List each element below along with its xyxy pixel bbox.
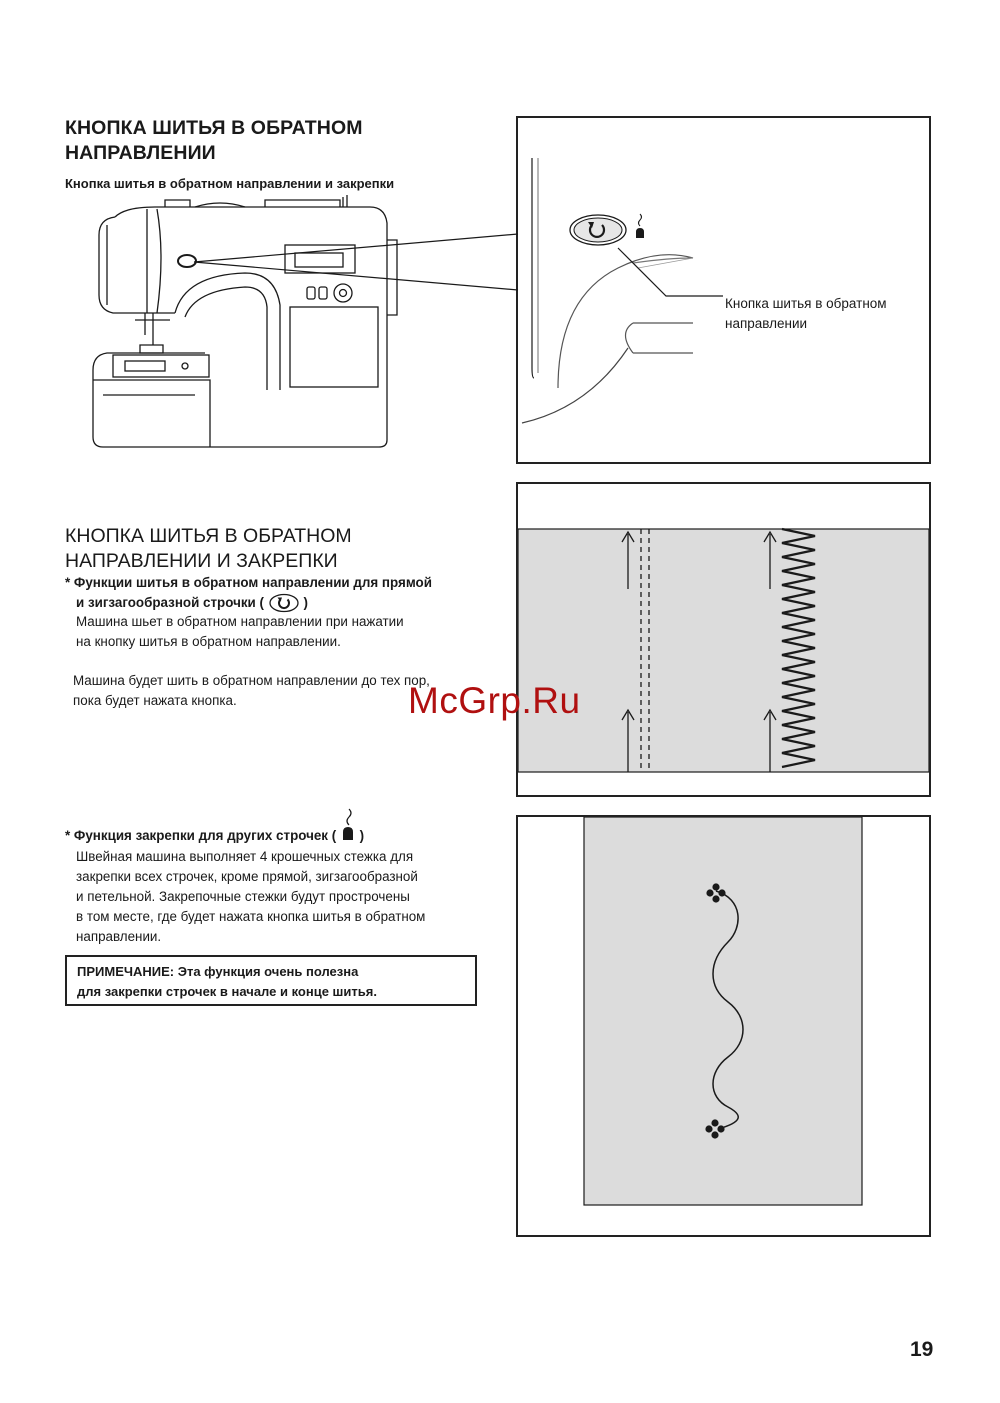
item2-body-line: в том месте, где будет нажата кнопка шитья в обратном — [76, 909, 426, 924]
section2-title-line1: КНОПКА ШИТЬЯ В ОБРАТНОМ — [65, 525, 352, 547]
section-title-reverse-and-lock — [65, 524, 485, 574]
item2-body-line: направлении. — [76, 929, 162, 944]
stitch-diagram — [518, 484, 929, 795]
item2-body-line: закрепки всех строчек, кроме прямой, зигзагообразной — [76, 869, 418, 884]
lock-stitch-icon — [636, 214, 644, 238]
section-subtitle: Кнопка шитья в обратном направлении и закрепки — [65, 176, 395, 191]
item2-body — [76, 847, 425, 947]
fabric-area — [584, 817, 862, 1205]
page-number: 19 — [910, 1338, 934, 1361]
note-line1: ПРИМЕЧАНИЕ: Эта функция очень полезна — [77, 964, 359, 979]
callout-label-line2: направлении — [725, 316, 808, 331]
item2-heading — [65, 826, 364, 846]
item2-body-line: Швейная машина выполняет 4 крошечных стежка для — [76, 849, 414, 864]
item1-body-line1: Машина шьет в обратном направлении при нажатии — [76, 614, 404, 629]
lock-stitch-diagram — [518, 817, 929, 1235]
watermark: McGrp.Ru — [408, 680, 581, 721]
callout-label-line1: Кнопка шитья в обратном — [725, 296, 887, 311]
callout-label — [725, 294, 925, 334]
closeup-drawing — [518, 118, 929, 462]
item2-heading-text-a: * Функция закрепки для других строчек ( — [65, 828, 337, 843]
reverse-button-icon — [268, 593, 300, 613]
item2-heading-text-b: ) — [359, 828, 365, 843]
item1-heading-line1: * Функции шитья в обратном направлении для прямой — [65, 575, 432, 590]
item1-heading-text-a: и зигзагообразной строчки ( — [76, 595, 264, 610]
item1-body2-line2: пока будет нажата кнопка. — [73, 693, 237, 708]
note-box — [65, 955, 477, 1006]
fabric-area — [518, 529, 929, 772]
item1-body2-line1: Машина будет шить в обратном направлении до тех пор, — [73, 673, 430, 688]
note-line2: для закрепки строчек в начале и конце шитья. — [77, 984, 377, 999]
section-title-line2: НАПРАВЛЕНИИ — [65, 142, 216, 164]
item2-body-line: и петельной. Закрепочные стежки будут прострочены — [76, 889, 410, 904]
item1-heading-line2 — [76, 593, 308, 613]
reverse-button-icon — [570, 215, 626, 245]
lock-stitch-icon — [340, 808, 356, 842]
section2-title-line2: НАПРАВЛЕНИИ И ЗАКРЕПКИ — [65, 550, 338, 572]
item1-body-line2: на кнопку шитья в обратном направлении. — [76, 634, 341, 649]
section-title-line1: КНОПКА ШИТЬЯ В ОБРАТНОМ — [65, 117, 363, 139]
item1-heading-text-b: ) — [303, 595, 308, 610]
